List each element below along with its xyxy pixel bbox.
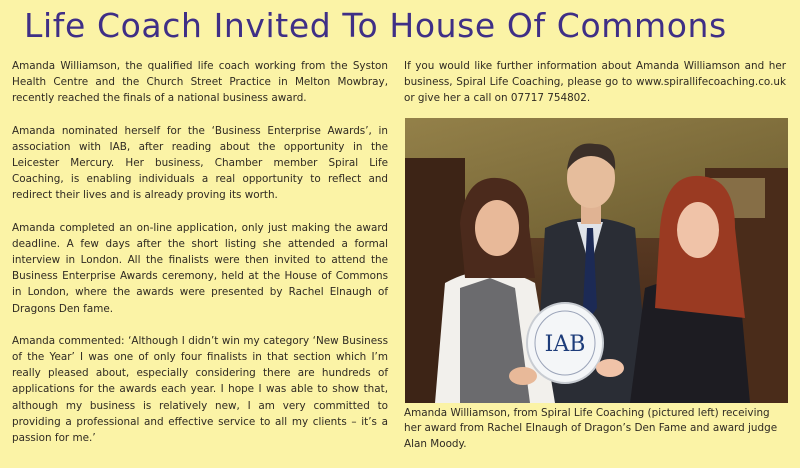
paragraph-intro: Amanda Williamson, the qualified life coach working from the Syston Health Centre and the Church Street Practice in Melton Mowbray, recently reached the finals of a national business award. bbox=[12, 60, 388, 105]
article-left-column bbox=[12, 58, 388, 462]
paragraph-quote: Amanda commented: ‘Although I didn’t win my category ‘New Business of the Year’ I was one of only four finalists in that section which I’m really pleased about, especially considering there are hundreds of applications for the awards each year. I hope I was able to show that, although my business is relatively new, I am very committed to providing a professional and effective service to all my clients – it’s a passion for me.’ bbox=[12, 334, 388, 445]
photo-caption: Amanda Williamson, from Spiral Life Coaching (pictured left) receiving her award from Rachel Elnaugh of Dragon’s Den Fame and award judge Alan Moody. bbox=[404, 407, 778, 450]
hand-left bbox=[509, 367, 537, 385]
paragraph-contact: If you would like further information about Amanda Williamson and her business, Spiral Life Coaching, please go to www.spirallifecoaching.co.uk or give her a call on 07717 754802. bbox=[404, 60, 786, 105]
rachel-face bbox=[677, 202, 719, 258]
headline: Life Coach Invited To House Of Commons bbox=[24, 6, 727, 45]
award-photo-illustration bbox=[405, 118, 788, 403]
award-photo bbox=[405, 118, 788, 403]
award-plaque-text: IAB bbox=[544, 332, 586, 357]
paragraph-application: Amanda completed an on-line application, only just making the award deadline. A few days after the short listing she attended a formal interview in London. All the finalists were then invited to attend the Business Enterprise Awards ceremony, held at the House of Commons in London, where the awards were presented by Rachel Elnaugh of Dragons Den fame. bbox=[12, 221, 388, 315]
hand-right bbox=[596, 359, 624, 377]
article-right-column bbox=[404, 58, 786, 107]
paragraph-nomination: Amanda nominated herself for the ‘Business Enterprise Awards’, in association with IAB, after reading about the opportunity in the Leicester Mercury. Her business, Chamber member Spiral Life Coaching, is enabling individuals a real opportunity to reflect and redirect their lives and is already proving its worth. bbox=[12, 124, 388, 202]
amanda-face bbox=[475, 200, 519, 256]
